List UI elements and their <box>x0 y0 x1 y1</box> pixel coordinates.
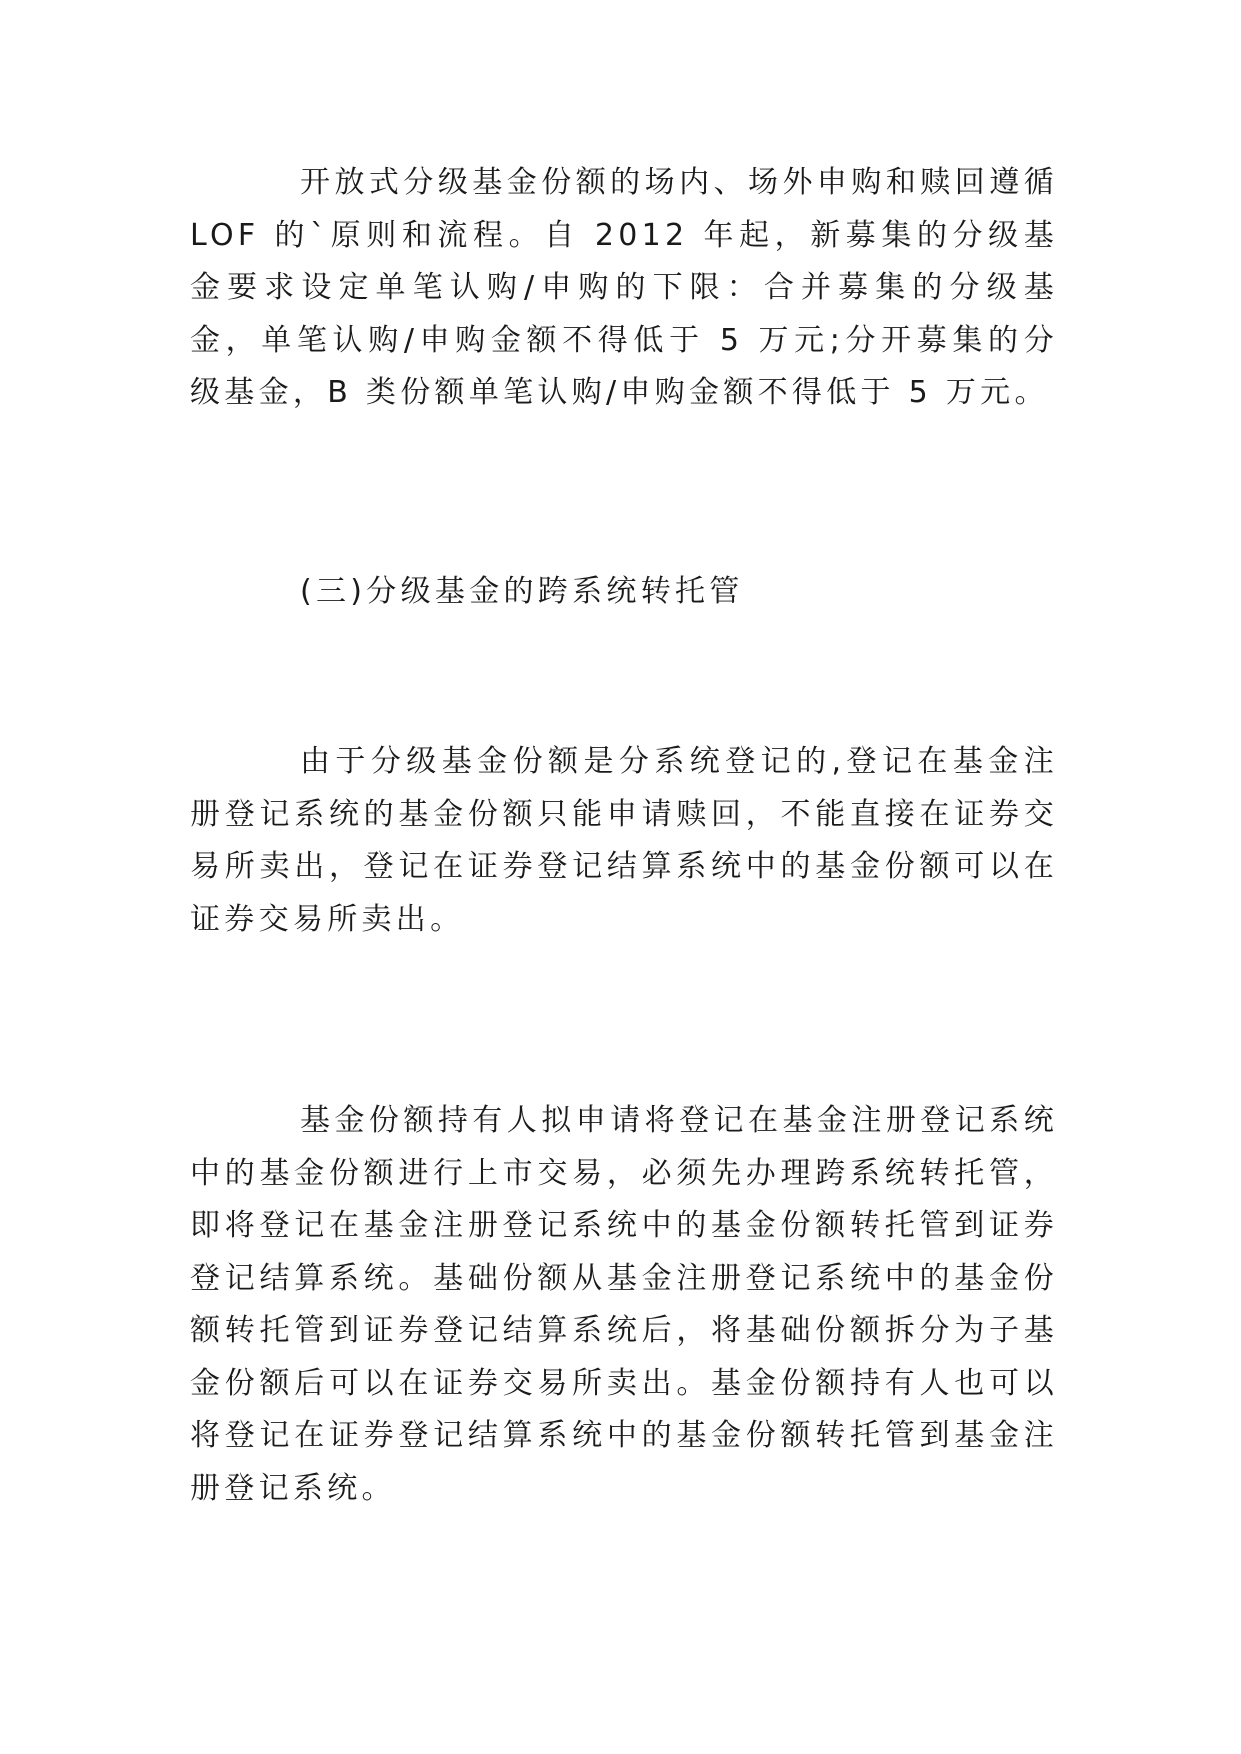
paragraph-subscription-rules: 开放式分级基金份额的场内、场外申购和赎回遵循LOF 的`原则和流程。自 2012 年起，新募集的分级基金要求设定单笔认购/申购的下限：合并募集的分级基金，单笔认购/申购金额不得低于 5 万元;分开募集的分级基金，B 类份额单笔认购/申购金额不得低于 5 万元。 <box>190 165 1058 410</box>
paragraph-registration-systems: 由于分级基金份额是分系统登记的,登记在基金注册登记系统的基金份额只能申请赎回，不能直接在证券交易所卖出，登记在证券登记结算系统中的基金份额可以在证券交易所卖出。 <box>190 744 1058 937</box>
section-heading: (三)分级基金的跨系统转托管 <box>300 574 744 609</box>
paragraph-cross-system-transfer: 基金份额持有人拟申请将登记在基金注册登记系统中的基金份额进行上市交易，必须先办理跨系统转托管，即将登记在基金注册登记系统中的基金份额转托管到证券登记结算系统。基础份额从基金注册登记系统中的基金份额转托管到证券登记结算系统后，将基础份额拆分为子基金份额后可以在证券交易所卖出。基金份额持有人也可以将登记在证券登记结算系统中的基金份额转托管到基金注册登记系统。 <box>190 1103 1058 1506</box>
